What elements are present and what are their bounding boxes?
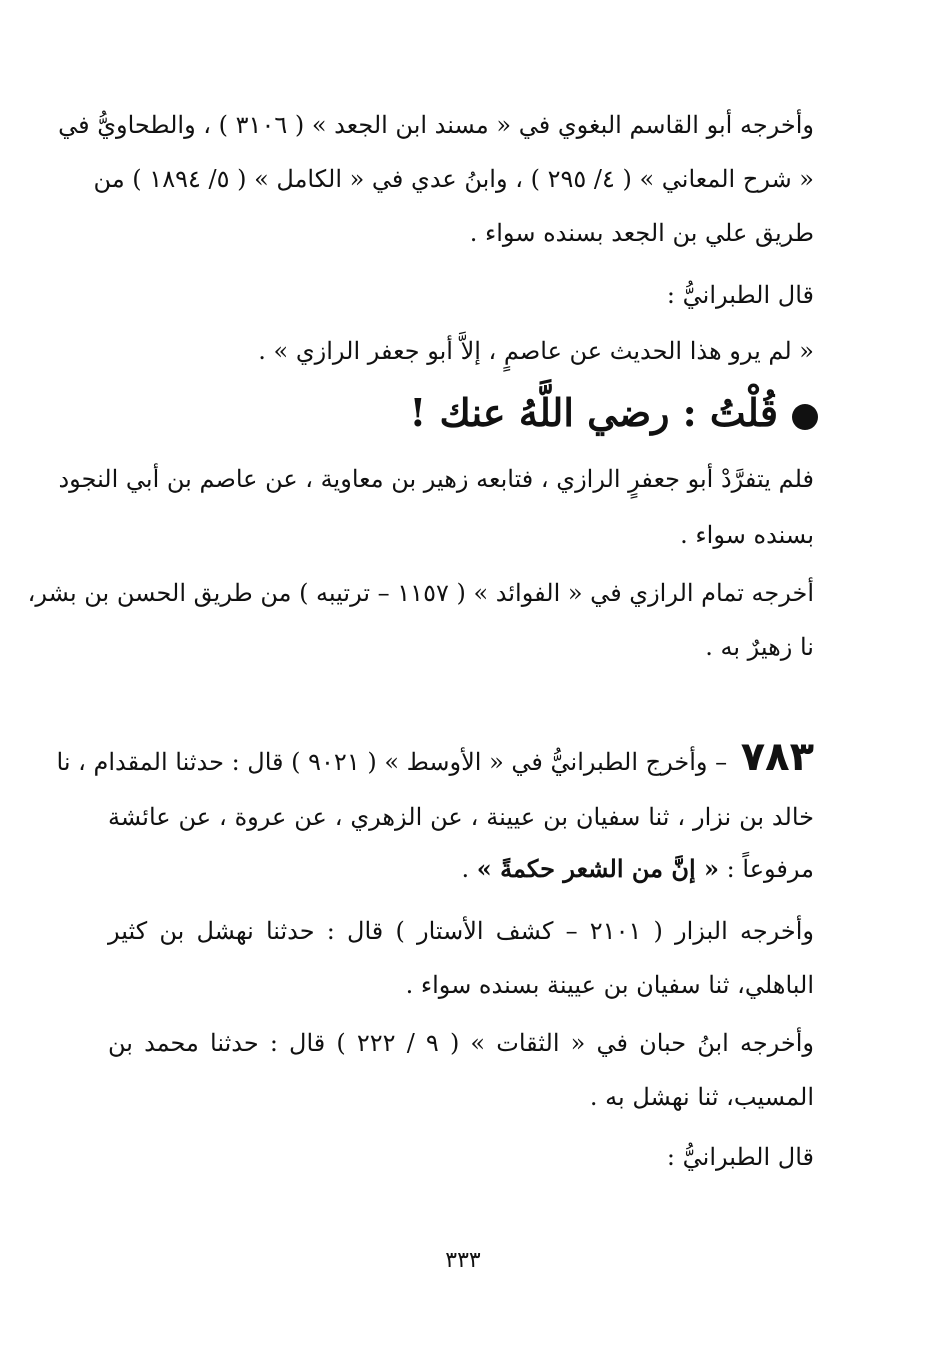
bullet-icon [792,404,818,430]
paragraph-line: « شرح المعاني » ( ٤/ ٢٩٥ ) ، وابنُ عدي في « الكامل » ( ٥/ ١٨٩٤ ) من [93,165,814,193]
paragraph-line: بسنده سواء . [680,521,814,549]
paragraph-line: خالد بن نزار ، ثنا سفيان بن عيينة ، عن الزهري ، عن عروة ، عن عائشة [108,803,814,831]
entry-text: – وأخرج الطبرانيُّ في « الأوسط » ( ٩٠٢١ ) قال : حدثنا المقدام ، نا [56,748,728,776]
paragraph-line: وأخرجه ابنُ حبان في « الثقات » ( ٩ / ٢٢٢ ) قال : حدثنا محمد بن [108,1029,814,1057]
entry-line [56,734,814,780]
paragraph-line: فلم يتفرَّدْ أبو جعفرٍ الرازي ، فتابعه زهير بن معاوية ، عن عاصم بن أبي النجود [58,465,814,493]
paragraph-line: قال الطبرانيُّ : [666,281,814,309]
paragraph-line: قال الطبرانيُّ : [666,1143,814,1171]
paragraph-line [108,852,814,886]
paragraph-line: نا زهيرٌ به . [705,633,814,661]
paragraph-line: أخرجه تمام الرازي في « الفوائد » ( ١١٥٧ – ترتيبه ) من طريق الحسن بن بشر، [27,579,814,607]
paragraph-line: وأخرجه البزار ( ٢١٠١ – كشف الأستار ) قال : حدثنا نهشل بن كثير [108,917,814,945]
hadith-text: « إنَّ من الشعر حكمةً » [476,854,720,883]
paragraph-line: الباهلي، ثنا سفيان بن عيينة بسنده سواء . [405,971,814,999]
paragraph-line: طريق علي بن الجعد بسنده سواء . [469,219,814,247]
page-number: ٣٣٣ [445,1248,481,1273]
paragraph-line: وأخرجه أبو القاسم البغوي في « مسند ابن الجعد » ( ٣١٠٦ ) ، والطحاويُّ في [58,111,814,139]
text-lead: مرفوعاً : [726,855,814,883]
paragraph-line: المسيب، ثنا نهشل به . [589,1083,814,1111]
text-end: . [461,855,470,883]
entry-number: ٧٨٣ [740,734,814,780]
section-heading [410,388,818,438]
heading-text: قُلْتُ : رضي اللَّهُ عنك ! [409,390,778,435]
quote-line: « لم يرو هذا الحديث عن عاصمٍ ، إلاَّ أبو جعفر الرازي » . [258,337,814,365]
